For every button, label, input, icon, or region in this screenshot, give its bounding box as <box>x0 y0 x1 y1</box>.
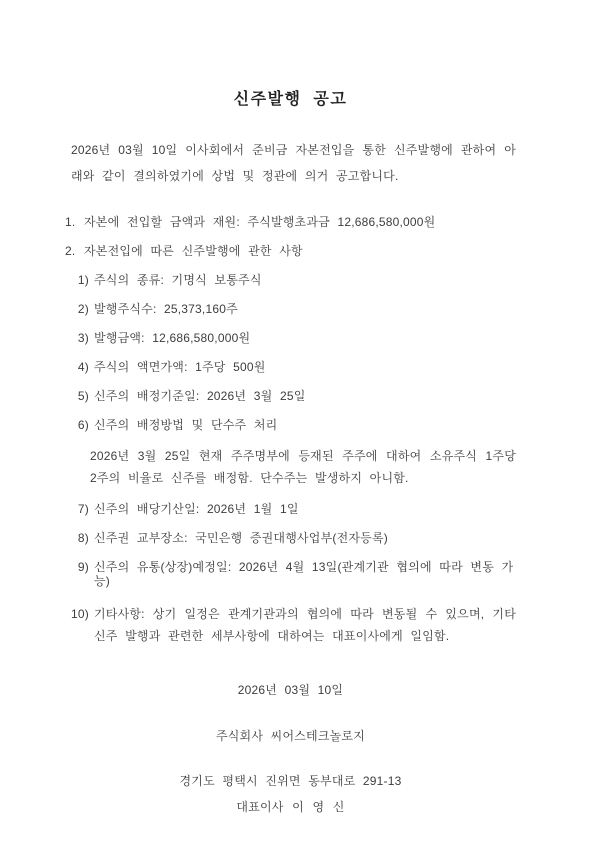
sub-item-7 <box>65 502 516 516</box>
sub-item-number: 4) <box>77 360 89 374</box>
sub-item-3 <box>65 331 516 345</box>
item-number: 1. <box>65 215 76 229</box>
sub-item-number: 5) <box>77 389 89 403</box>
footer-company-name: 주식회사 씨어스테크놀로지 <box>215 729 366 743</box>
sub-item-number: 1) <box>77 273 89 287</box>
sub-item-10 <box>65 603 516 647</box>
footer-address: 경기도 평택시 진위면 동부대로 291-13 <box>179 774 402 788</box>
intro-paragraph: 2026년 03월 10일 이사회에서 준비금 자본전입을 통한 신주발행에 관하여 아래와 같이 결의하였기에 상법 및 정관에 의거 공고합니다. <box>71 143 516 183</box>
sub-item-number: 3) <box>77 331 89 345</box>
sub-item-text: 신주의 배정방법 및 단수주 처리 <box>94 418 278 432</box>
sub-item-text: 주식의 액면가액: 1주당 500원 <box>94 360 266 374</box>
list-item-1 <box>65 215 516 229</box>
sub-item-text: 신주권 교부장소: 국민은행 증권대행사업부(전자등록) <box>94 531 388 545</box>
sub-item-number: 8) <box>77 531 89 545</box>
item-text: 자본에 전입할 금액과 재원: 주식발행초과금 12,686,580,000원 <box>84 215 436 229</box>
item-number: 2. <box>65 244 76 258</box>
document-footer <box>65 681 516 815</box>
sub-item-1 <box>65 273 516 287</box>
footer-date: 2026년 03월 10일 <box>237 683 344 697</box>
sub-item-number: 6) <box>77 418 89 432</box>
sub-item-text: 기타사항: 상기 일정은 관계기관과의 협의에 따라 변동될 수 있으며, 기타 신주 발행과 관련한 세부사항에 대하여는 대표이사에게 일임함. <box>94 607 516 643</box>
document-title: 신주발행 공고 <box>233 91 348 108</box>
sub-item-9 <box>65 560 516 588</box>
footer-ceo-name: 대표이사 이 영 신 <box>236 800 345 814</box>
list-item-2 <box>65 244 516 258</box>
sub-item-text: 신주의 배당기산일: 2026년 1월 1일 <box>94 502 299 516</box>
item-text: 자본전입에 따른 신주발행에 관한 사항 <box>84 244 303 258</box>
sub-item-number: 2) <box>77 302 89 316</box>
sub-item-text: 주식의 종류: 기명식 보통주식 <box>94 273 262 287</box>
sub-item-text: 신주의 배정기준일: 2026년 3월 25일 <box>94 389 306 403</box>
sub-item-8 <box>65 531 516 545</box>
item-list <box>65 215 516 647</box>
sub-item-text: 발행금액: 12,686,580,000원 <box>94 331 251 345</box>
sub-item-6-detail: 2026년 3월 25일 현재 주주명부에 등재된 주주에 대하여 소유주식 1주당 2주의 비율로 신주를 배정함. 단수주는 발생하지 아니함. <box>90 449 516 485</box>
sub-item-number: 7) <box>77 502 89 516</box>
sub-item-4 <box>65 360 516 374</box>
sub-item-text: 신주의 유통(상장)예정일: 2026년 4월 13일(관계기관 협의에 따라 변동 가능) <box>94 560 514 588</box>
sub-item-6 <box>65 418 516 432</box>
sub-item-5 <box>65 389 516 403</box>
sub-item-number: 9) <box>77 560 89 574</box>
sub-item-number: 10) <box>71 607 89 621</box>
sub-item-text: 발행주식수: 25,373,160주 <box>94 302 238 316</box>
sub-item-2 <box>65 302 516 316</box>
